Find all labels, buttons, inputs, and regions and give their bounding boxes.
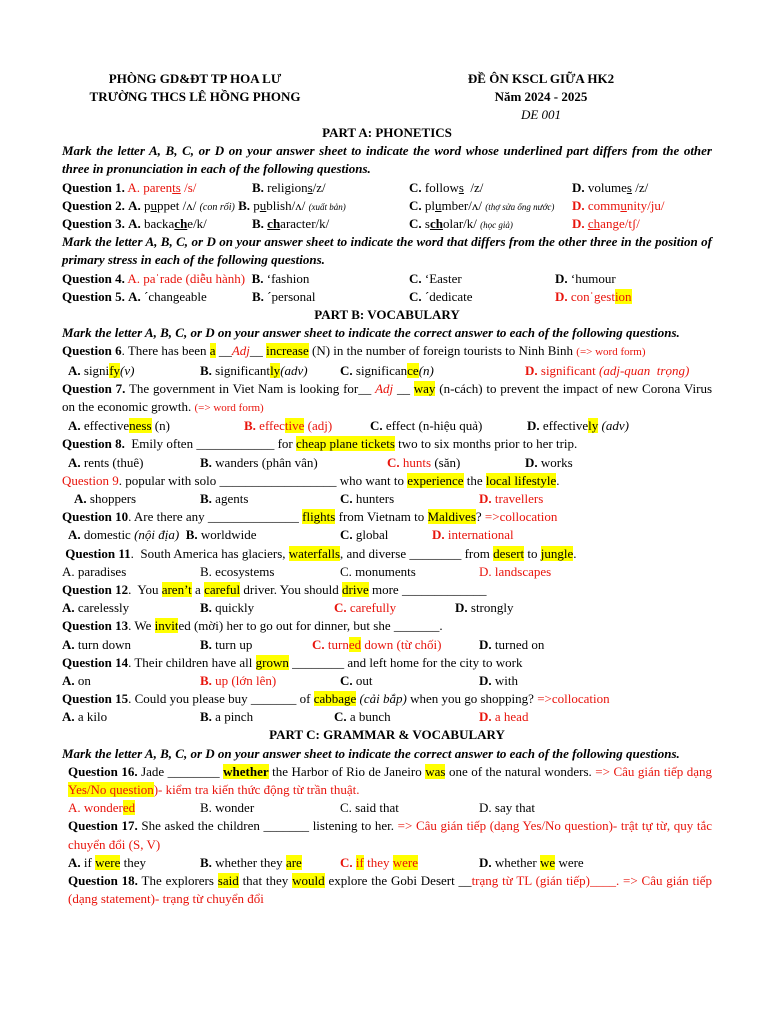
question-number: Question 18. <box>68 873 138 889</box>
question-4: Question 4. A. paˈrade (diễu hành) B. ‘fashion C. ‘Easter D. ‘humour <box>62 270 616 286</box>
question-number: Question 10 <box>62 509 129 525</box>
part-c-title: PART C: GRAMMAR & VOCABULARY <box>269 727 505 743</box>
question-11-options: A. paradises B. ecosystems C. monuments D. landscapes <box>62 563 552 579</box>
question-13-options: A. turn down B. turn up C. turned down (từ chối) D. turned on <box>62 636 545 652</box>
collocation-note: =>collocation <box>484 509 558 525</box>
question-15: Question 15. Could you please buy _______ of cabbage (cải bắp) when you go shopping? =>collocation <box>62 691 610 707</box>
question-5: Question 5. A. ˊchangeable B. ˊpersonal C. ˊdedicate D. conˈgestion <box>62 288 632 304</box>
question-number: Question 1. <box>62 179 125 195</box>
question-10: Question 10. Are there any ______________ flights from Vietnam to Maldives? =>collocation <box>62 509 558 525</box>
question-number: Question 3. <box>62 215 125 231</box>
question-13: Question 13. We invited (mời) her to go out for dinner, but she _______. <box>62 618 443 634</box>
question-8-options: A. rents (thuê) B. wanders (phân vân) C. hunts (săn) D. works <box>68 454 573 470</box>
question-number: Question 7. <box>62 380 126 396</box>
word-form-note: (=> word form) <box>194 401 264 414</box>
collocation-note: =>collocation <box>537 691 610 707</box>
question-14-options: A. on B. up (lớn lên) C. out D. with <box>62 672 519 688</box>
part-c-instruction: Mark the letter A, B, C, or D on your answer sheet to indicate the correct answer to each of the following questions. <box>62 745 680 761</box>
question-7-options: A. effectiveness (n) B. effective (adj) C. effect (n-hiệu quả) D. effectively (adv) <box>68 418 629 434</box>
question-number: Question 16. <box>68 763 138 779</box>
question-16-options: A. wondered B. wonder C. said that D. say that <box>68 800 535 816</box>
question-17-options: A. if were they B. whether they are C. if they were D. whether we were <box>68 854 584 870</box>
question-8: Question 8. Emily often ____________ for cheap plane tickets two to six months prior to her trip. <box>62 436 578 452</box>
school-name: TRƯỜNG THCS LÊ HỒNG PHONG <box>89 89 301 104</box>
question-number: Question 11 <box>65 545 131 561</box>
question-14: Question 14. Their children have all grown ________ and left home for the city to work <box>62 654 523 670</box>
exam-title: ĐỀ ÔN KSCL GIỮA HK2 <box>467 71 615 86</box>
question-17: Question 17. She asked the children _______ listening to her. => Câu gián tiếp (dạng Yes/No question)- trật tự từ, quy tắc chuyển đổi (S, V) <box>68 818 713 852</box>
question-18: Question 18. The explorers said that they would explore the Gobi Desert __trạng từ TL (gián tiếp)____. => Câu gián tiếp (dạng statement)- trạng từ chuyển đổi <box>68 873 713 907</box>
question-number: Question 8. <box>62 436 125 452</box>
exam-content <box>62 124 712 908</box>
question-2: Question 2. A. puppet /ʌ/ (con rối) B. publish/ʌ/ (xuất bản) C. plumber/ʌ/ (thợ sửa ống nước) D. community/ju/ <box>62 197 665 213</box>
question-3: Question 3. A. backache/k/ B. character/k/ C. scholar/k/ (học giả) D. change/tʃ/ <box>62 215 640 231</box>
question-number: Question 17. <box>68 818 138 834</box>
part-a-instruction-2: Mark the letter A, B, C, or D on your answer sheet to indicate the word that differs from the other three in the position of primary stress in each of the following questions. <box>62 234 712 268</box>
exam-code: DE 001 <box>520 107 562 122</box>
question-16: Question 16. Jade ________ whether the Harbor of Rio de Janeiro was one of the natural wonders. => Câu gián tiếp dạng Yes/No question)- kiểm tra kiến thức động từ trần thuật. <box>68 763 713 798</box>
question-10-options: A. domestic (nội địa) B. worldwide C. global D. international <box>68 527 514 543</box>
question-number: Question 9 <box>62 472 119 488</box>
question-12: Question 12. You aren’t a careful driver. You should drive more _____________ <box>62 581 487 597</box>
question-9: Question 9. popular with solo __________________ who want to experience the local lifestyle. <box>62 472 560 488</box>
question-number: Question 4. <box>62 270 125 286</box>
part-a-instruction-1: Mark the letter A, B, C, or D on your answer sheet to indicate the word whose underlined part differs from the other three in pronunciation in each of the following questions. <box>62 143 712 177</box>
question-15-options: A. a kilo B. a pinch C. a bunch D. a head <box>62 709 529 725</box>
part-b-title: PART B: VOCABULARY <box>314 306 460 322</box>
question-number: Question 12 <box>62 581 129 597</box>
question-number: Question 5. <box>62 288 125 304</box>
school-header <box>62 70 328 106</box>
school-year: Năm 2024 - 2025 <box>494 89 588 104</box>
word-form-note: (=> word form) <box>576 346 646 359</box>
part-a-title: PART A: PHONETICS <box>322 125 452 140</box>
department-name: PHÒNG GD&ĐT TP HOA LƯ <box>108 71 282 86</box>
question-1: Question 1. A. parents /s/ B. religions/z/ C. follows /z/ D. volumes /z/ <box>62 179 649 195</box>
question-11: Question 11. South America has glaciers, waterfalls, and diverse ________ from desert to jungle. <box>65 545 577 561</box>
question-7: Question 7. The government in Viet Nam is looking for__ Adj __ way (n-cách) to prevent the impact of new Corona Virus on the economic growth. (=> word form) <box>62 380 713 414</box>
question-9-options: A. shoppers B. agents C. hunters D. travellers <box>74 490 544 506</box>
question-number: Question 14 <box>62 654 129 670</box>
question-6: Question 6. There has been a __Adj__ increase (N) in the number of foreign tourists to Ninh Binh (=> word form) <box>62 343 646 359</box>
question-number: Question 2. <box>62 197 125 213</box>
question-number: Question 6 <box>62 343 122 359</box>
question-number: Question 15 <box>62 691 129 707</box>
question-12-options: A. carelessly B. quickly C. carefully D. strongly <box>62 600 514 616</box>
part-b-instruction: Mark the letter A, B, C, or D on your answer sheet to indicate the correct answer to each of the following questions. <box>62 325 680 341</box>
question-number: Question 13 <box>62 618 129 634</box>
exam-header <box>430 70 652 124</box>
question-6-options: A. signify(v) B. significantly(adv) C. significance(n) D. significant (adj-quan trọng) <box>68 362 690 378</box>
